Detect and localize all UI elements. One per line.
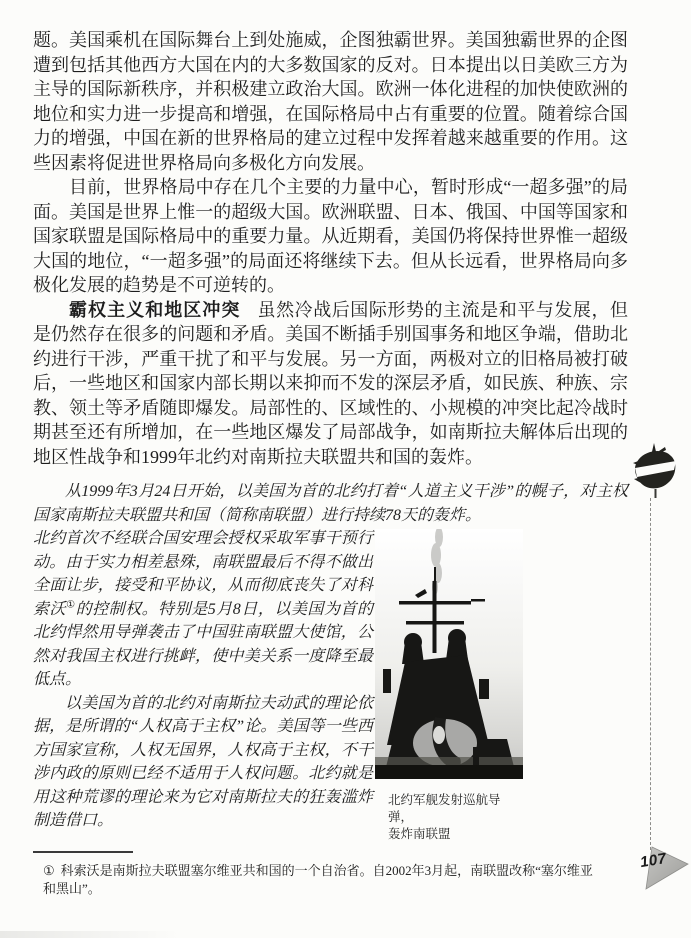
paragraph-one-super-many-strong: 目前，世界格局中存在几个主要的力量中心，暂时形成“一超多强”的局面。美国是世界上惟一的超级大国。欧洲联盟、日本、俄国、中国等国家和国家联盟是国际格局中的重要力量。从近期看，美国仍将保持世界惟一超级大国的地位，“一超多强”的局面还将继续下去。但从长远看，世界格局向多极化发展的趋势是不可逆转的。 bbox=[33, 177, 628, 295]
photo-caption-line2: 轰炸南联盟 bbox=[388, 827, 451, 841]
reading-text-segment: 的控制权。特别是5月8日，以美国为首的北约悍然用导弹袭击了中国驻南联盟大使馆，公然对我国主权进行挑衅，使中美关系一度降至最低点。 bbox=[33, 600, 373, 688]
reading-paragraph-human-rights: 以美国为首的北约对南斯拉夫动武的理论依据，是所谓的“人权高于主权”论。美国等一些西方国家宣称，人权无国界，人权高于主权，不干涉内政的原则已经不适用于人权问题。北约就是用这种荒谬的理论来为它对南斯拉夫的狂轰滥炸制造借口。 bbox=[33, 694, 373, 829]
reading-text-segment: 北约首次不经联合国安理会授权采取军事干预行动。由于实力相差悬殊，南联盟最后不得不做出全面让步，接受和平协议，从而彻底丧失了对科索沃 bbox=[33, 530, 373, 618]
kosovo-footnote-reference: ① bbox=[66, 599, 76, 611]
section-heading-body-text: 虽然冷战后国际形势的主流是和平与发展，但是仍然存在很多的问题和矛盾。美国不断插手别国事务和地区争端，借助北约进行干涉，严重干扰了和平与发展。另一方面，两极对立的旧格局被打破后，一些地区和国家内部长期以来抑而不发的深层矛盾，如民族、种族、宗教、领土等矛盾随即爆发。局部性的、区域性的、小规模的冲突比起冷战时期甚至还有所增加，在一些地区爆发了局部战争，如南斯拉夫解体后出现的地区性战争和1999年北约对南斯拉夫联盟共和国的轰炸。 bbox=[33, 299, 628, 467]
photo-caption bbox=[375, 792, 525, 843]
footnote-divider bbox=[33, 851, 133, 853]
reading-material-section bbox=[33, 480, 628, 843]
page-edge-smudge bbox=[0, 931, 180, 938]
margin-dashed-line bbox=[650, 498, 651, 850]
paragraph-hegemonism bbox=[33, 298, 628, 470]
main-text-column bbox=[33, 28, 628, 843]
warship-photo-image bbox=[375, 529, 523, 779]
reading-intro-paragraph: 从1999年3月24日开始，以美国为首的北约打着“人道主义干涉”的幌子，对主权国家南斯拉夫联盟共和国（简称南联盟）进行持续78天的轰炸。 bbox=[33, 483, 628, 524]
footnote bbox=[43, 862, 593, 898]
section-heading-hegemonism: 霸权主义和地区冲突 bbox=[69, 299, 241, 320]
warship-photo bbox=[375, 529, 523, 779]
footnote-marker: ① bbox=[43, 863, 55, 878]
margin-emblem-icon bbox=[633, 441, 679, 499]
photo-caption-line1: 北约军舰发射巡航导弹， bbox=[388, 793, 501, 824]
page-number: 107 bbox=[638, 850, 668, 872]
reading-paragraph-bombing bbox=[33, 527, 373, 692]
footnote-text: 科索沃是南斯拉夫联盟塞尔维亚共和国的一个自治省。自2002年3月起，南联盟改称“塞尔维亚和黑山”。 bbox=[43, 863, 593, 896]
paragraph-world-pattern: 题。美国乘机在国际舞台上到处施威，企图独霸世界。美国独霸世界的企图遭到包括其他西方大国在内的大多数国家的反对。日本提出以日美欧三方为主导的国际新秩序，并积极建立政治大国。欧洲一体化进程的加快使欧洲的地位和实力进一步提高和增强，在国际格局中占有重要的位置。随着综合国力的增强，中国在新的世界格局的建立过程中发挥着越来越重要的作用。这些因素将促进世界格局向多极化方向发展。 bbox=[33, 30, 628, 173]
reading-text-photo-row bbox=[33, 527, 628, 843]
warship-figure bbox=[375, 529, 525, 843]
reading-left-column bbox=[33, 527, 373, 833]
